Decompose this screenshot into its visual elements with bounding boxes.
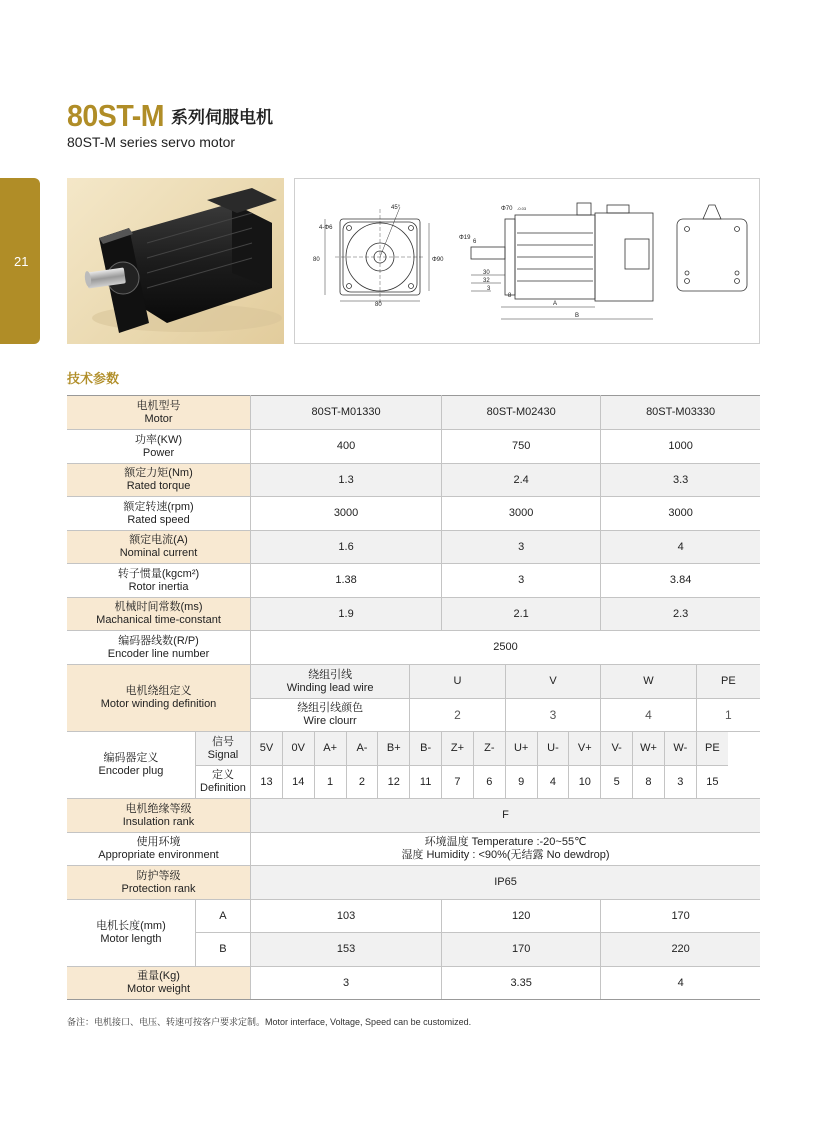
signal-cell: 0V [282, 732, 314, 766]
label-en: Encoder plug [98, 765, 164, 777]
spec-table [67, 395, 760, 1000]
length-a-label: A [195, 900, 250, 933]
row-length-a [67, 900, 760, 933]
dim-8-label: 8 [508, 293, 512, 299]
signal-cell: B- [410, 732, 442, 766]
label-cn: 信号 [211, 735, 234, 748]
winding-lead: PE [696, 665, 760, 699]
value-cell: 3000 [251, 497, 442, 531]
value-cell: IP65 [251, 866, 760, 900]
winding-lead-label [251, 665, 410, 699]
value-cell: 2.3 [601, 598, 760, 631]
row-winding-lead [67, 665, 760, 699]
label-cn: 防护等级 [136, 869, 181, 882]
label-insulation [67, 799, 251, 833]
winding-color: 4 [601, 699, 696, 732]
pin-cell: 9 [505, 766, 537, 799]
label-length [67, 900, 195, 967]
pin-cell: 15 [696, 766, 728, 799]
row-environment [67, 833, 760, 866]
label-en: Motor winding definition [100, 698, 217, 710]
value-cell: 80ST-M02430 [442, 396, 601, 430]
label-en: Signal [207, 748, 239, 761]
label-cn: 转子惯量(kgcm²) [117, 567, 200, 580]
environment-value [251, 833, 760, 866]
length-b-label: B [195, 933, 250, 967]
winding-lead: V [505, 665, 601, 699]
label-en: Winding lead wire [286, 681, 374, 694]
dim-30-label: 30 [483, 270, 490, 276]
label-environment [67, 833, 251, 866]
value-cell: 1000 [601, 430, 760, 464]
winding-color-label [251, 699, 410, 732]
signal-cell: B+ [378, 732, 410, 766]
dim-32-label: 32 [483, 278, 490, 284]
value-cell: 4 [601, 531, 760, 564]
signal-cell: W+ [633, 732, 665, 766]
humidity-text: 湿度 Humidity : <90%(无结露 No dewdrop) [401, 849, 610, 861]
label-en: Appropriate environment [98, 849, 219, 861]
pin-cell: 11 [410, 766, 442, 799]
row-inertia [67, 564, 760, 598]
label-encoder-lines [67, 631, 251, 665]
value-cell: 3 [442, 531, 601, 564]
label-cn: 绕组引线 [308, 668, 353, 681]
definition-label [195, 766, 250, 799]
label-cn: 功率(KW) [135, 433, 183, 446]
value-cell: 103 [251, 900, 442, 933]
pin-cell: 8 [633, 766, 665, 799]
value-cell: 3 [251, 967, 442, 1000]
label-cn: 额定转速(rpm) [123, 500, 194, 513]
label-en: Machanical time-constant [96, 614, 221, 626]
value-cell: 3 [442, 564, 601, 598]
value-cell: 120 [442, 900, 601, 933]
label-protection [67, 866, 251, 900]
row-encoder-signal [67, 732, 760, 766]
pin-cell: 13 [251, 766, 283, 799]
winding-color: 3 [505, 699, 601, 732]
signal-cell: Z+ [442, 732, 474, 766]
temperature-text: 环境温度 Temperature :-20~55℃ [424, 836, 587, 848]
value-cell: 80ST-M01330 [251, 396, 442, 430]
page-tab [0, 178, 40, 344]
row-protection [67, 866, 760, 900]
angle-label: 45° [391, 205, 401, 211]
label-motor [67, 396, 251, 430]
label-speed [67, 497, 251, 531]
pin-cell: 1 [314, 766, 346, 799]
row-time-constant [67, 598, 760, 631]
signal-cell: V- [601, 732, 633, 766]
row-speed [67, 497, 760, 531]
dim-b-label: B [575, 313, 580, 319]
row-current [67, 531, 760, 564]
label-en: Encoder line number [107, 647, 210, 660]
value-cell: 170 [601, 900, 760, 933]
row-torque [67, 464, 760, 497]
value-cell: 3000 [442, 497, 601, 531]
pin-cell: 5 [601, 766, 633, 799]
hole-label: 4-Φ6 [319, 225, 333, 231]
pin-cell: 7 [442, 766, 474, 799]
signal-cell: Z- [473, 732, 505, 766]
label-current [67, 531, 251, 564]
label-en: Definition [200, 782, 246, 794]
label-inertia [67, 564, 251, 598]
pin-cell: 6 [473, 766, 505, 799]
label-cn: 绕组引线颜色 [297, 702, 364, 714]
pin-cell: 12 [378, 766, 410, 799]
label-cn: 重量(Kg) [137, 970, 180, 982]
value-cell: 1.3 [251, 464, 442, 497]
signal-cell: A+ [314, 732, 346, 766]
label-cn: 电机绝缘等级 [125, 802, 192, 815]
dimension-drawing [294, 178, 760, 344]
section-title: 技术参数 [67, 371, 120, 386]
page-number: 21 [14, 254, 29, 269]
winding-lead: W [601, 665, 696, 699]
value-cell: 4 [601, 967, 760, 1000]
shaft-a-label: 6 [473, 239, 477, 245]
height-label: 80 [313, 257, 320, 263]
label-en: Nominal current [119, 547, 198, 559]
value-cell: 2500 [251, 631, 760, 665]
label-cn: 编码器线数(R/P) [118, 634, 199, 647]
label-cn: 额定电流(A) [129, 534, 188, 546]
value-cell: 1.38 [251, 564, 442, 598]
label-cn: 电机绕组定义 [125, 685, 192, 697]
circle-label: Φ90 [432, 257, 444, 263]
label-power [67, 430, 251, 464]
label-cn: 机械时间常数(ms) [114, 601, 203, 613]
winding-color: 2 [410, 699, 506, 732]
footnote: 备注：电机接口、电压、转速可按客户要求定制。Motor interface, Voltage, Speed can be customized. [67, 1017, 472, 1027]
pin-cell: 14 [282, 766, 314, 799]
signal-cell: A- [346, 732, 378, 766]
signal-cell: 5V [251, 732, 283, 766]
label-cn: 电机长度(mm) [96, 920, 166, 932]
winding-lead: U [410, 665, 506, 699]
pin-cell: 4 [537, 766, 569, 799]
flange-tol-label: -0.03 [517, 206, 527, 211]
signal-cell: V+ [569, 732, 601, 766]
value-cell: 2.4 [442, 464, 601, 497]
label-en: Insulation rank [122, 815, 195, 828]
signal-cell: U- [537, 732, 569, 766]
value-cell: 2.1 [442, 598, 601, 631]
signal-cell: U+ [505, 732, 537, 766]
width-label: 80 [375, 302, 382, 308]
pin-cell: 2 [346, 766, 378, 799]
value-cell: 3.84 [601, 564, 760, 598]
label-cn: 电机型号 [136, 399, 181, 412]
row-weight [67, 967, 760, 1000]
dim-3-label: 3 [487, 286, 491, 292]
label-en: Rated speed [127, 513, 190, 526]
label-weight [67, 967, 251, 1000]
value-cell: 80ST-M03330 [601, 396, 760, 430]
page-subtitle: 80ST-M series servo motor [67, 134, 236, 150]
row-encoder-lines [67, 631, 760, 665]
value-cell: 750 [442, 430, 601, 464]
page-title [67, 98, 273, 134]
row-insulation [67, 799, 760, 833]
title-model: 80ST-M [67, 98, 165, 133]
winding-color: 1 [696, 699, 760, 732]
flange-label: Φ70 [501, 206, 513, 212]
label-cn: 额定力矩(Nm) [124, 467, 193, 479]
label-cn: 定义 [211, 769, 234, 781]
value-cell: 400 [251, 430, 442, 464]
label-en: Protection rank [121, 882, 196, 895]
pin-cell: 3 [664, 766, 696, 799]
servo-motor-image [67, 178, 284, 344]
label-en: Motor weight [127, 983, 191, 995]
label-en: Rotor inertia [128, 580, 189, 593]
label-en: Motor [144, 412, 173, 425]
label-en: Power [142, 446, 175, 459]
value-cell: F [251, 799, 760, 833]
title-cn: 系列伺服电机 [170, 108, 273, 127]
dimension-drawing-svg [295, 179, 760, 344]
dim-a-label: A [553, 301, 558, 307]
signal-cell: PE [696, 732, 728, 766]
row-power [67, 430, 760, 464]
value-cell: 1.9 [251, 598, 442, 631]
motor-photo [67, 178, 284, 344]
value-cell: 1.6 [251, 531, 442, 564]
label-winding [67, 665, 251, 732]
value-cell: 3.3 [601, 464, 760, 497]
label-torque [67, 464, 251, 497]
value-cell: 153 [251, 933, 442, 967]
value-cell: 170 [442, 933, 601, 967]
label-en: Motor length [100, 933, 162, 945]
row-motor [67, 396, 760, 430]
label-encoder-plug [67, 732, 195, 799]
label-time-constant [67, 598, 251, 631]
label-en: Rated torque [126, 480, 191, 492]
value-cell: 3.35 [442, 967, 601, 1000]
pin-cell: 10 [569, 766, 601, 799]
label-cn: 使用环境 [136, 836, 181, 848]
label-en: Wire clourr [303, 715, 357, 727]
value-cell: 3000 [601, 497, 760, 531]
value-cell: 220 [601, 933, 760, 967]
signal-cell: W- [664, 732, 696, 766]
shaft-b-label: Φ19 [459, 235, 471, 241]
signal-label [195, 732, 250, 766]
label-cn: 编码器定义 [103, 752, 159, 764]
